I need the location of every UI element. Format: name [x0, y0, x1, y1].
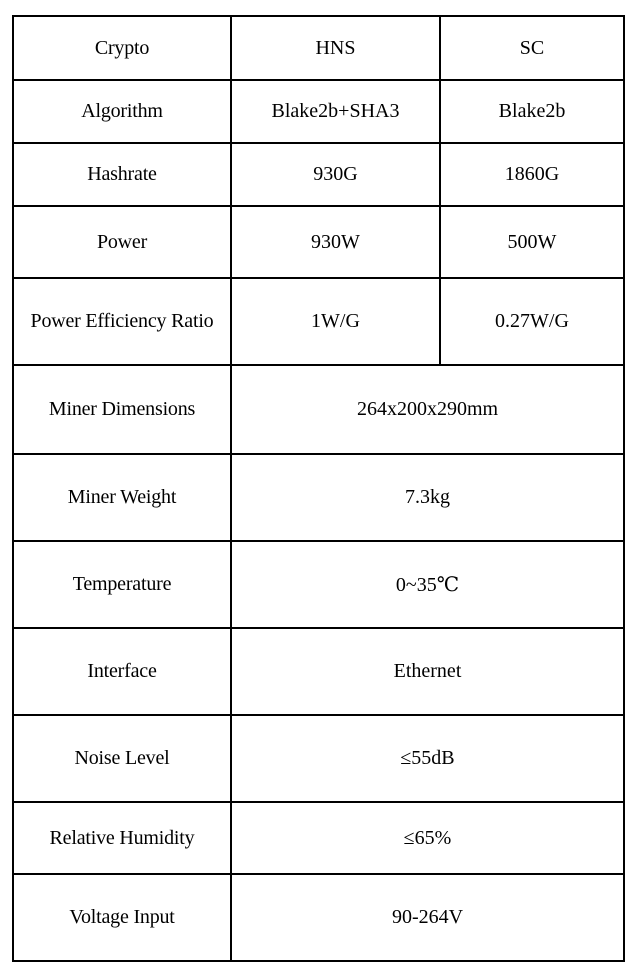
- cell-value: 7.3kg: [231, 454, 624, 541]
- row-label: Power: [13, 206, 231, 278]
- row-label: Temperature: [13, 541, 231, 628]
- cell-sc: 1860G: [440, 143, 624, 206]
- coin-header-sc: SC: [440, 16, 624, 80]
- coin-header-hns: HNS: [231, 16, 440, 80]
- cell-sc: 0.27W/G: [440, 278, 624, 365]
- row-label: Interface: [13, 628, 231, 715]
- table-row-interface: [13, 628, 624, 715]
- table-row-efficiency: [13, 278, 624, 365]
- row-label: Relative Humidity: [13, 802, 231, 874]
- table-row-temperature: [13, 541, 624, 628]
- row-label: Miner Dimensions: [13, 365, 231, 454]
- table-row-noise: [13, 715, 624, 802]
- cell-hns: 930W: [231, 206, 440, 278]
- cell-sc: Blake2b: [440, 80, 624, 143]
- cell-hns: 930G: [231, 143, 440, 206]
- table-row-crypto: [13, 16, 624, 80]
- cell-value: 0~35℃: [231, 541, 624, 628]
- table-row-dimensions: [13, 365, 624, 454]
- cell-value: ≤65%: [231, 802, 624, 874]
- spec-table: [12, 15, 625, 962]
- row-label: Crypto: [13, 16, 231, 80]
- row-label: Hashrate: [13, 143, 231, 206]
- cell-hns: Blake2b+SHA3: [231, 80, 440, 143]
- row-label: Noise Level: [13, 715, 231, 802]
- row-label: Power Efficiency Ratio: [13, 278, 231, 365]
- table-row-weight: [13, 454, 624, 541]
- table-row-algorithm: [13, 80, 624, 143]
- row-label: Voltage Input: [13, 874, 231, 961]
- cell-value: Ethernet: [231, 628, 624, 715]
- table-row-power: [13, 206, 624, 278]
- table-row-hashrate: [13, 143, 624, 206]
- row-label: Miner Weight: [13, 454, 231, 541]
- row-label: Algorithm: [13, 80, 231, 143]
- cell-hns: 1W/G: [231, 278, 440, 365]
- cell-value: 264x200x290mm: [231, 365, 624, 454]
- cell-value: 90-264V: [231, 874, 624, 961]
- table-row-voltage: [13, 874, 624, 961]
- cell-value: ≤55dB: [231, 715, 624, 802]
- table-row-humidity: [13, 802, 624, 874]
- cell-sc: 500W: [440, 206, 624, 278]
